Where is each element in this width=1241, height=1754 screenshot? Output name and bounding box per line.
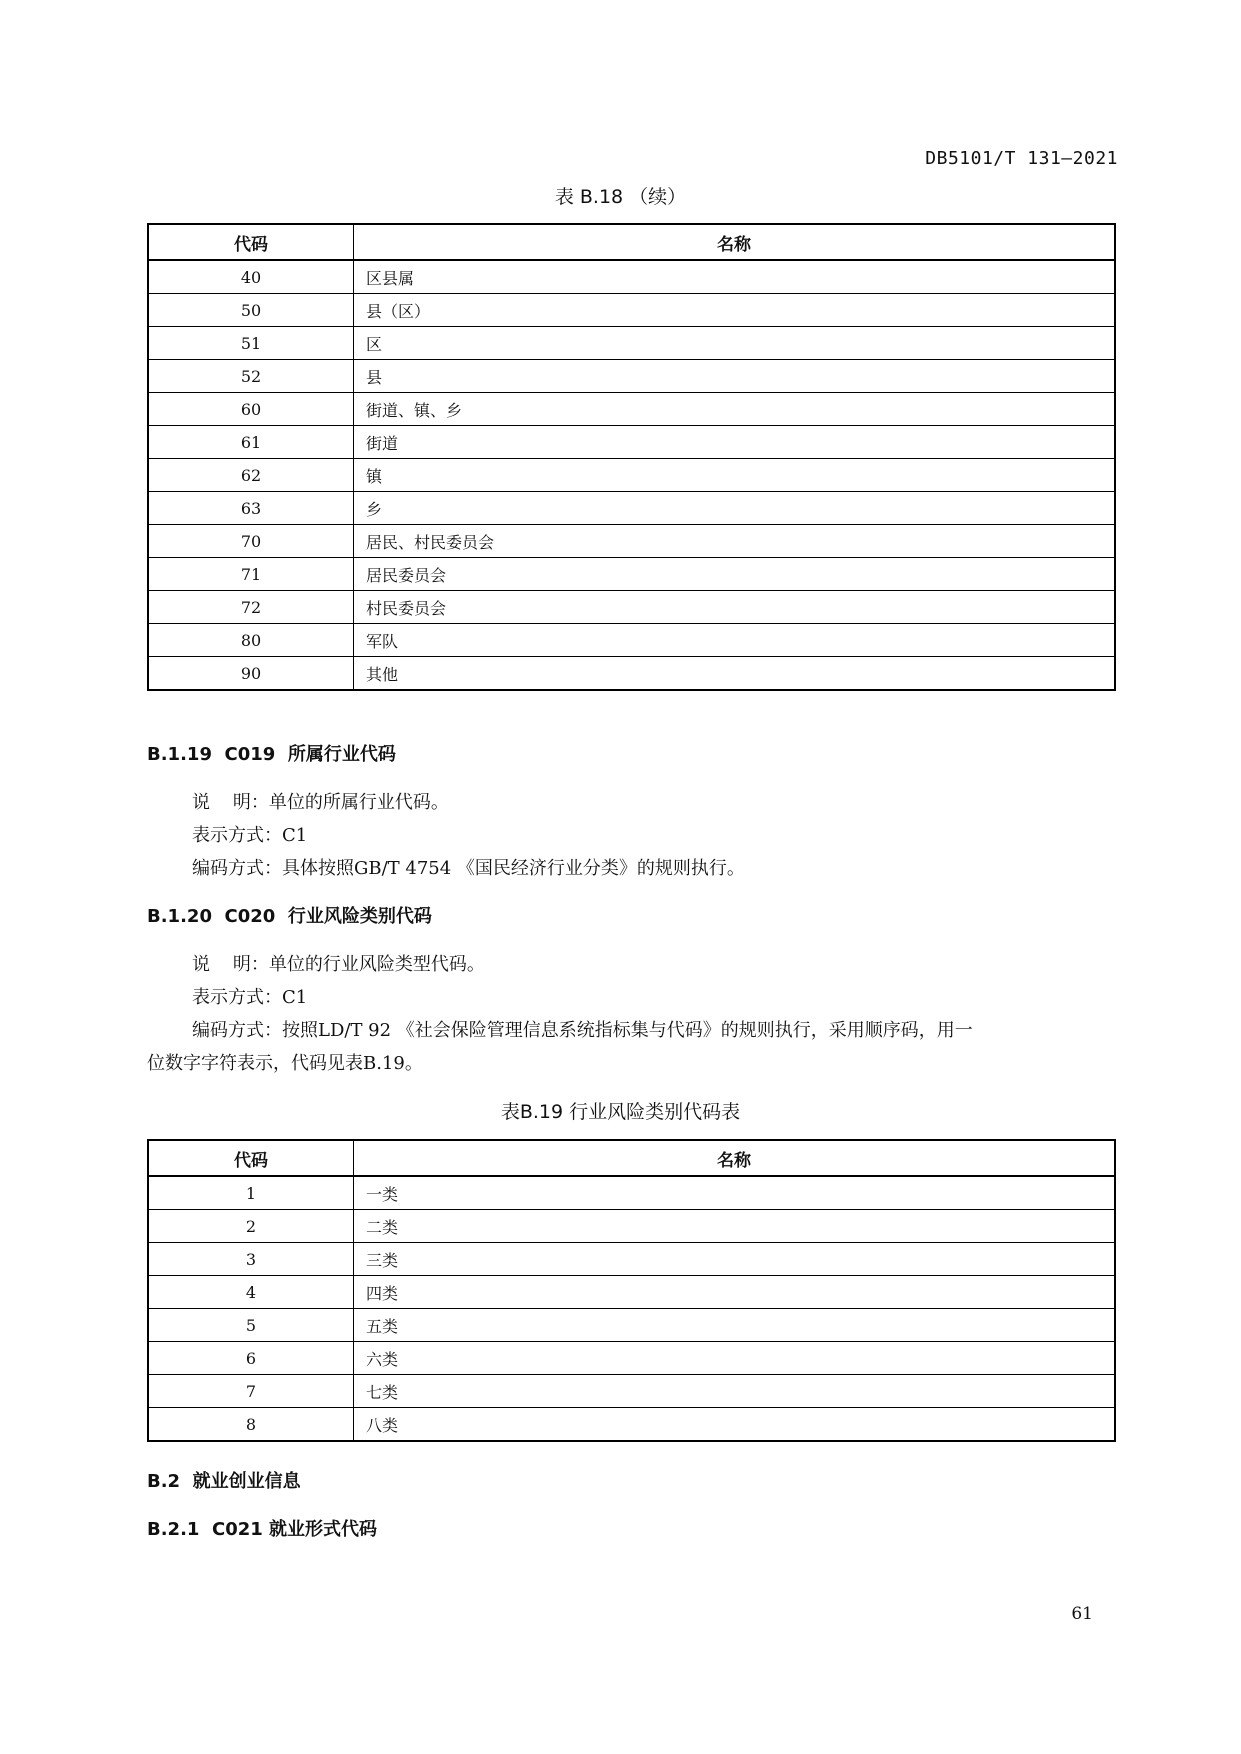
cell-name: 七类 (354, 1375, 1116, 1408)
cell-code: 3 (148, 1243, 354, 1276)
cell-name: 二类 (354, 1210, 1116, 1243)
cell-name: 居民、村民委员会 (354, 525, 1116, 558)
cell-code: 2 (148, 1210, 354, 1243)
cell-code: 1 (148, 1176, 354, 1210)
cell-name: 区 (354, 327, 1116, 360)
cell-name: 居民委员会 (354, 558, 1116, 591)
table-row (148, 360, 1115, 393)
table-row (148, 327, 1115, 360)
table-row (148, 591, 1115, 624)
table-b18 (147, 223, 1116, 691)
cell-name: 四类 (354, 1276, 1116, 1309)
table-row (148, 1309, 1115, 1342)
paragraph-encoding-continued: 位数字字符表示，代码见表B.19。 (147, 1053, 423, 1074)
table-row (148, 260, 1115, 294)
table-row (148, 1408, 1115, 1442)
table-row (148, 1210, 1115, 1243)
cell-code: 63 (148, 492, 354, 525)
table-row (148, 525, 1115, 558)
cell-code: 51 (148, 327, 354, 360)
table-row (148, 1342, 1115, 1375)
cell-code: 70 (148, 525, 354, 558)
document-code: DB5101/T 131—2021 (925, 148, 1118, 169)
cell-code: 7 (148, 1375, 354, 1408)
cell-name: 村民委员会 (354, 591, 1116, 624)
column-header-code: 代码 (148, 224, 354, 260)
cell-code: 52 (148, 360, 354, 393)
cell-name: 县（区） (354, 294, 1116, 327)
cell-name: 军队 (354, 624, 1116, 657)
table-row (148, 492, 1115, 525)
table-row (148, 1276, 1115, 1309)
table-row (148, 657, 1115, 691)
cell-code: 62 (148, 459, 354, 492)
cell-code: 40 (148, 260, 354, 294)
cell-name: 区县属 (354, 260, 1116, 294)
table-header-row (148, 1140, 1115, 1176)
section-heading-b120: B.1.20 C020 行业风险类别代码 (147, 906, 432, 927)
table-row (148, 1243, 1115, 1276)
paragraph-encoding: 编码方式：具体按照GB/T 4754 《国民经济行业分类》的规则执行。 (192, 858, 745, 879)
cell-code: 8 (148, 1408, 354, 1442)
cell-name: 县 (354, 360, 1116, 393)
table-row (148, 624, 1115, 657)
table-b18-caption: 表 B.18 （续） (554, 186, 687, 208)
cell-name: 街道、镇、乡 (354, 393, 1116, 426)
cell-code: 5 (148, 1309, 354, 1342)
cell-name: 乡 (354, 492, 1116, 525)
cell-code: 4 (148, 1276, 354, 1309)
cell-name: 三类 (354, 1243, 1116, 1276)
cell-code: 50 (148, 294, 354, 327)
paragraph-encoding: 编码方式：按照LD/T 92 《社会保险管理信息系统指标集与代码》的规则执行，采用顺序码，用一 (192, 1020, 973, 1041)
cell-name: 镇 (354, 459, 1116, 492)
cell-name: 其他 (354, 657, 1116, 691)
cell-name: 八类 (354, 1408, 1116, 1442)
cell-name: 六类 (354, 1342, 1116, 1375)
paragraph-description: 说 明：单位的行业风险类型代码。 (192, 954, 485, 975)
table-b19-caption: 表B.19 行业风险类别代码表 (500, 1101, 741, 1123)
cell-name: 五类 (354, 1309, 1116, 1342)
paragraph-description: 说 明：单位的所属行业代码。 (192, 792, 449, 813)
column-header-name: 名称 (354, 1140, 1116, 1176)
paragraph-representation: 表示方式：C1 (192, 825, 308, 846)
table-header-row (148, 224, 1115, 260)
page-number: 61 (1071, 1604, 1093, 1624)
cell-code: 60 (148, 393, 354, 426)
section-heading-b119: B.1.19 C019 所属行业代码 (147, 744, 396, 765)
table-row (148, 1375, 1115, 1408)
table-b19 (147, 1139, 1116, 1442)
cell-code: 90 (148, 657, 354, 691)
column-header-code: 代码 (148, 1140, 354, 1176)
table-row (148, 393, 1115, 426)
paragraph-representation: 表示方式：C1 (192, 987, 308, 1008)
section-heading-b21: B.2.1 C021 就业形式代码 (147, 1519, 378, 1540)
cell-name: 一类 (354, 1176, 1116, 1210)
table-row (148, 558, 1115, 591)
cell-code: 72 (148, 591, 354, 624)
table-row (148, 1176, 1115, 1210)
table-row (148, 294, 1115, 327)
table-row (148, 459, 1115, 492)
cell-code: 6 (148, 1342, 354, 1375)
cell-code: 61 (148, 426, 354, 459)
cell-code: 71 (148, 558, 354, 591)
table-row (148, 426, 1115, 459)
cell-name: 街道 (354, 426, 1116, 459)
column-header-name: 名称 (354, 224, 1116, 260)
section-heading-b2: B.2 就业创业信息 (147, 1471, 301, 1492)
cell-code: 80 (148, 624, 354, 657)
